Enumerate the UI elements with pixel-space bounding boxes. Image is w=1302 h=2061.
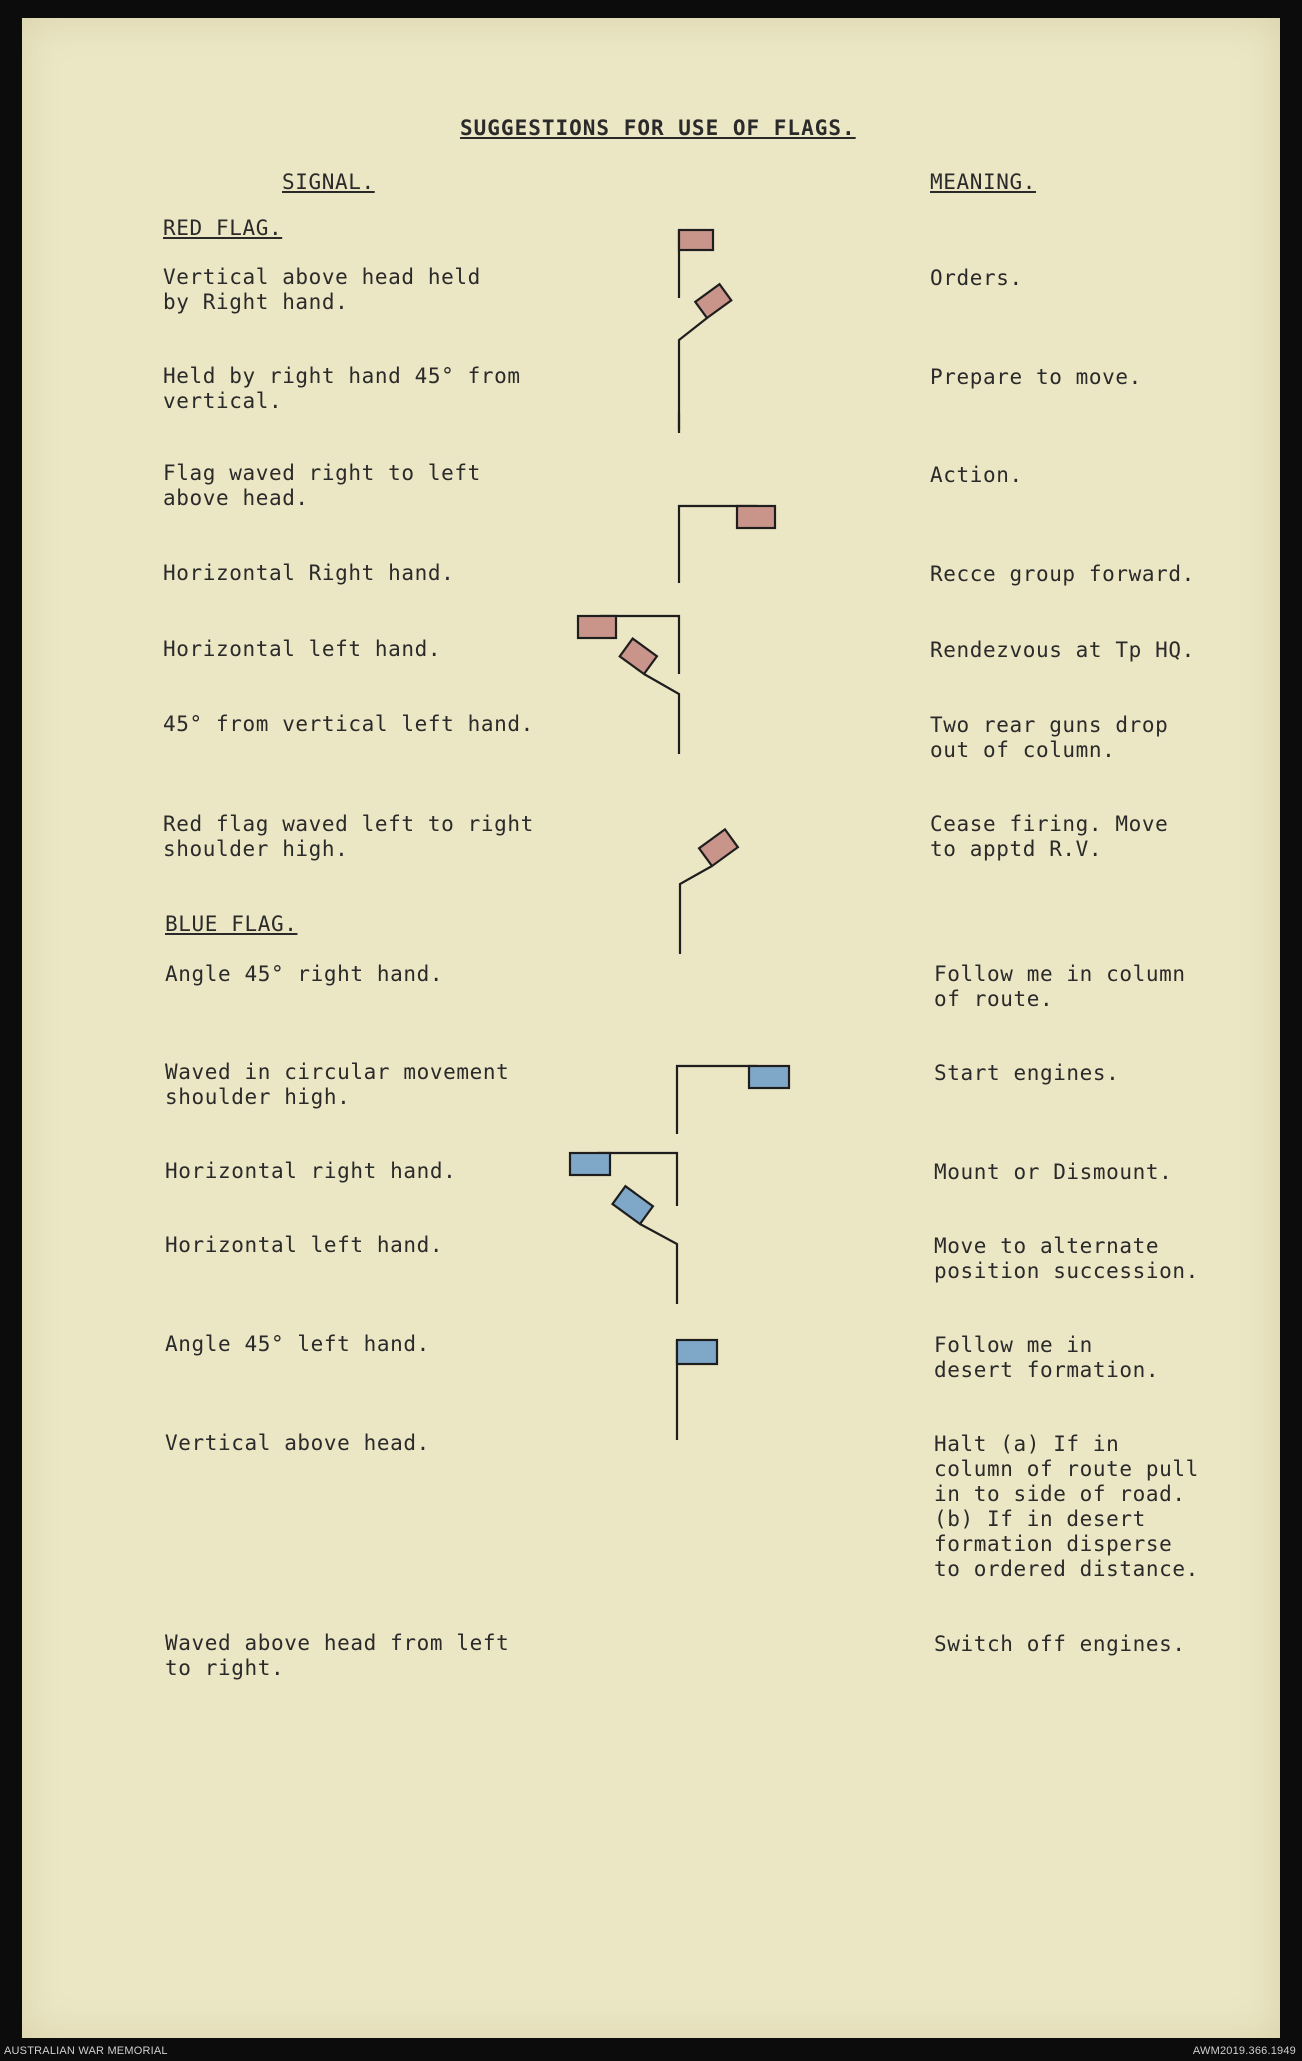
meaning-text: Prepare to move. bbox=[930, 365, 1142, 389]
red-flag-icon bbox=[620, 639, 679, 754]
meaning-text: Cease firing. Move to apptd R.V. bbox=[930, 812, 1169, 861]
signal-text: Vertical above head held by Right hand. bbox=[163, 265, 481, 314]
meaning-text: Switch off engines. bbox=[934, 1632, 1186, 1656]
meaning-text: Move to alternate position succession. bbox=[934, 1234, 1199, 1283]
meaning-text: Action. bbox=[930, 463, 1023, 487]
signal-text: Angle 45° left hand. bbox=[165, 1332, 430, 1356]
signal-text: Horizontal left hand. bbox=[165, 1233, 444, 1257]
meaning-text: Two rear guns drop out of column. bbox=[930, 713, 1169, 762]
blue-flag-section-heading: BLUE FLAG. bbox=[165, 912, 298, 936]
meaning-text: Orders. bbox=[930, 266, 1023, 290]
signal-column-header: SIGNAL. bbox=[282, 170, 375, 194]
meaning-text: Recce group forward. bbox=[930, 562, 1195, 586]
page-title: SUGGESTIONS FOR USE OF FLAGS. bbox=[460, 116, 856, 140]
signal-text: Horizontal left hand. bbox=[163, 637, 442, 661]
meaning-text: Mount or Dismount. bbox=[934, 1160, 1173, 1184]
meaning-text: Rendezvous at Tp HQ. bbox=[930, 638, 1195, 662]
signal-text: Horizontal Right hand. bbox=[163, 561, 455, 585]
red-flag-icon bbox=[679, 506, 775, 583]
flag-diagrams bbox=[22, 18, 1280, 2038]
blue-flag-icon bbox=[612, 1186, 677, 1304]
signal-text: 45° from vertical left hand. bbox=[163, 712, 534, 736]
meaning-text: Halt (a) If in column of route pull in to side of road. (b) If in desert formation disperse to ordered distance. bbox=[934, 1432, 1199, 1581]
signal-text: Flag waved right to left above head. bbox=[163, 461, 481, 510]
red-flag-icon bbox=[679, 230, 713, 298]
meaning-text: Follow me in column of route. bbox=[934, 962, 1186, 1011]
blue-flag-icon bbox=[677, 1340, 717, 1440]
signal-text: Waved above head from left to right. bbox=[165, 1631, 510, 1680]
signal-text: Vertical above head. bbox=[165, 1431, 430, 1455]
footer-right: AWM2019.366.1949 bbox=[1192, 2045, 1296, 2057]
signal-text: Angle 45° right hand. bbox=[165, 962, 444, 986]
document-page bbox=[22, 18, 1280, 2038]
signal-text: Red flag waved left to right shoulder high. bbox=[163, 812, 534, 861]
meaning-text: Start engines. bbox=[934, 1061, 1120, 1085]
signal-text: Waved in circular movement shoulder high. bbox=[165, 1060, 510, 1109]
blue-flag-icon bbox=[677, 1066, 789, 1134]
red-flag-icon bbox=[679, 284, 731, 433]
signal-text: Held by right hand 45° from vertical. bbox=[163, 364, 521, 413]
red-flag-icon bbox=[680, 829, 738, 954]
meaning-column-header: MEANING. bbox=[930, 170, 1036, 194]
meaning-text: Follow me in desert formation. bbox=[934, 1333, 1160, 1382]
red-flag-section-heading: RED FLAG. bbox=[163, 216, 283, 240]
footer-left: AUSTRALIAN WAR MEMORIAL bbox=[4, 2045, 168, 2057]
signal-text: Horizontal right hand. bbox=[165, 1159, 457, 1183]
